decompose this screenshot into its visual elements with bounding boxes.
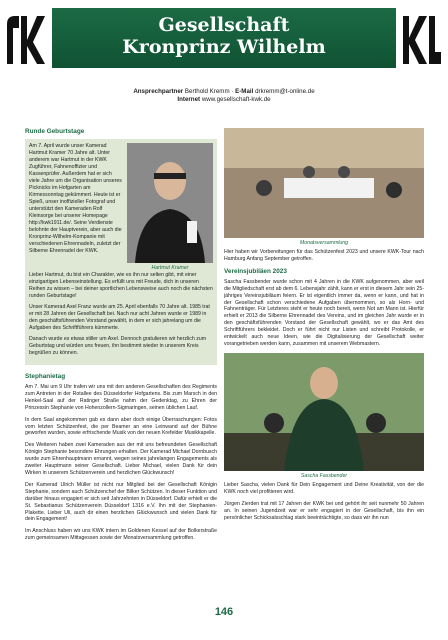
header-title [52, 14, 396, 58]
runde-paragraph-3: Unser Kamerad Axel Franz wurde am 25. April ebenfalls 70 Jahre alt. 1985 trat er mit 28 Jahren der Gesellschaft bei. Nach nur acht Jahren wurde er 1989 in den geschäftsführenden Vorstand gewählt, in dem er sich jahrelang um die Aufgaben des Schriftführers kümmerte. [29, 304, 210, 331]
internet-link[interactable]: www.gesellschaft-kwk.de [201, 96, 271, 103]
monat-paragraph: Hier haben wir Vorbereitungen für das Schützenfest 2023 und unsere KWK-Tour nach Hamburg Anfang September getroffen. [224, 249, 424, 262]
photo-sascha-fassbender [224, 353, 424, 471]
internet-label: Internet [177, 96, 201, 103]
title-line-1: Gesellschaft [158, 14, 290, 36]
page-header [0, 0, 448, 82]
right-column [224, 128, 424, 526]
kwk-logo-left [5, 14, 47, 66]
photo-hartmut-kramer [127, 143, 213, 263]
left-column [25, 128, 217, 547]
stephan-paragraph-2: In dem Saal angekommen gab es dann aber doch einige Überraschungen: Fotos vom letzten Schützenfest, die per Beamer an eine Leinwand auf der Bühne geworfen wurden, sowie erfrischende Musik von der neuen Krefelder Musikkapelle. [25, 416, 217, 437]
contact-name: Berthold Kremm [184, 88, 230, 95]
caption-monatsversammlung: Monatsversammlung [299, 240, 349, 246]
section-title-stephan: Stephanietag [25, 373, 66, 380]
email-label: E-Mail [235, 88, 254, 95]
runde-paragraph-4: Danach wurde es etwas stiller um Axel. Dennoch gratulieren wir herzlich zum Geburtstag und würden uns freuen, ihn bestimmt wieder in unserem Kreis begrüßen zu können. [29, 336, 207, 356]
photo-monatsversammlung [224, 128, 424, 238]
stephan-paragraph-4: Der Kamerad Ulrich Müller ist nicht nur Mitglied bei der Gesellschaft Königin Stephanie, sondern auch Schützenchef der Bilker Schützen. In dieser Funktion und darüber hinaus engagiert er sich seit Jahrzehnten in Düsseldorf. Dafür erhielt er die St. Sebastianus Schützenverein Düsseldorf 1316 e.V. Ihn mit der Stephanien-Plakette. Lieber Uli, auch dir einen herzlichen Glückwunsch und vielen Dank für dein Engagement! [25, 481, 217, 523]
stephan-paragraph-1: Am 7. Mai um 9 Uhr trafen wir uns mit den anderen Gesellschaften des Regiments zum Antreten in der Rotallee des Düsseldorfer Hofgartens. Bis zum Marsch in den Henkel-Saal auf der Ratinger Straße nahm der Gedenktag, zu Ehren der Prinzessin Stephanie von Hohenzollern-Sigmaringen, seinen üblichen Lauf. [25, 384, 217, 411]
section-title-runde: Runde Geburtstage [25, 128, 85, 135]
caption-hartmut-kramer: Hartmut Kramer [151, 265, 189, 271]
juergen-paragraph: Jürgen Zierden trat mit 17 Jahren der KWK bei und gehört ihr seit nunmehr 50 Jahren an. In seinen Jugendzeit war er sehr engagiert in der Gesellschaft, bis ihn ein persönlicher Schicksalsschlag stark beeinträchtigte, so dass wir ihn nun [224, 500, 424, 521]
runde-paragraph-1: Am 7. April wurde unser Kamerad Hartmut Kramer 70 Jahre alt. Unter anderem war Hartmut in der KWK Zugführer, Fahnenoffizier und Kassenprüfer. Außerdem hat er sich viele Jahre um die Organisation unseres Picknicks im Hofgarten am Kirmessonntag gekümmert. Heute ist er Spieß, unser inoffizieller Fotograf und unterstützt den Kameraden Rolf Kleinsorge bei unserer Homepage http://kwk1911.de/. Seine Verdienste belohnte der Hauptverein, aber auch die Kronprinz-Wilhelm-Kompanie mit verschiedenen Ehrennadeln, zuletzt der Silberne Ehrenradel der KWK. [29, 143, 122, 254]
caption-sascha-fassbender: Sascha Fassbender [300, 472, 348, 479]
stephan-paragraph-5: Im Anschluss haben wir uns KWK intern im Goldenen Kessel auf der Bolkerstraße zum gemeinsamen Mittagessen sowie der Monatsversammlung getroffen. [25, 528, 217, 542]
contact-label: Ansprechpartner [133, 88, 184, 95]
kwk-logo-right [401, 14, 443, 66]
title-line-2: Kronprinz Wilhelm [122, 36, 326, 58]
email-link[interactable]: drkremm@t-online.de [255, 88, 315, 95]
stephan-paragraph-3: Des Weiteren haben zwei Kameraden aus der mit uns befreundeten Gesellschaft Königin Stephanie besondere Ehrungen erhalten. Der Kamerad Michael Dornbusch wurde zum Ehrenhauptmann ernannt, wegen seines jahrelangen Engagements als zweiter Hauptmann seiner Gesellschaft. Lieber Michael, vielen Dank für dein Wirken in unserem Schützenverein und herzlichen Glückwunsch! [25, 442, 217, 476]
runde-paragraph-2: Lieber Hartmut, du bist ein Charakter, wie es ihn nur selten gibt, mit einer einzigartigen Lebenseinstellung. Es erfüllt uns mit Freude, dich in unseren Reihen zu wissen – bei deiner sportlichen Lebensweise auch noch die nächsten runden Geburtstage! [29, 272, 213, 299]
page-number: 146 [214, 606, 234, 618]
verein-paragraph: Sascha Fassbender wurde schon mit 4 Jahren in die KWK aufgenommen, aber weil die Mitgliedschaft erst ab dem 6. Lebensjahr zählt, kann er erst in diesem Jahr sein 25-jähriges Vereinsjubiläum feiern. Er ist eigentlich immer da, wenn er kann, und hat in der Gesellschaft schon verschiedene Aufgaben übernommen, so als Horn- und Fahnenträger. Für Letzteres steht er heute noch bereit, wenn Not am Mann ist. Hierfür erhielt er 2013 die Silberne Ehrennadel des Vereins, und im gleichen Jahr wurde er in den geschäftsführenden Vorstand der Gesellschaft gewählt, wo er das Amt des Schriftführers bekleidet. Doch er führt nicht nur Listen und schreibt Protokolle, er entwickelt auch neue Ideen, wie die Digitalisierung der Gesellschaft weiter vorangetrieben werden kann, zusammen mit unserem Webmastern. [224, 278, 424, 347]
runde-box [25, 139, 217, 365]
contact-block: Ansprechpartner Berthold Kremm · E-Mail drkremm@t-online.de Internet www.gesellschaft-kwk.de [133, 88, 315, 103]
section-title-verein: Vereinsjubiläen 2023 [224, 267, 287, 275]
sascha-paragraph: Lieber Sascha, vielen Dank für Dein Engagement und Deine Kreativität, von der die KWK noch viel profitieren wird. [224, 481, 424, 495]
